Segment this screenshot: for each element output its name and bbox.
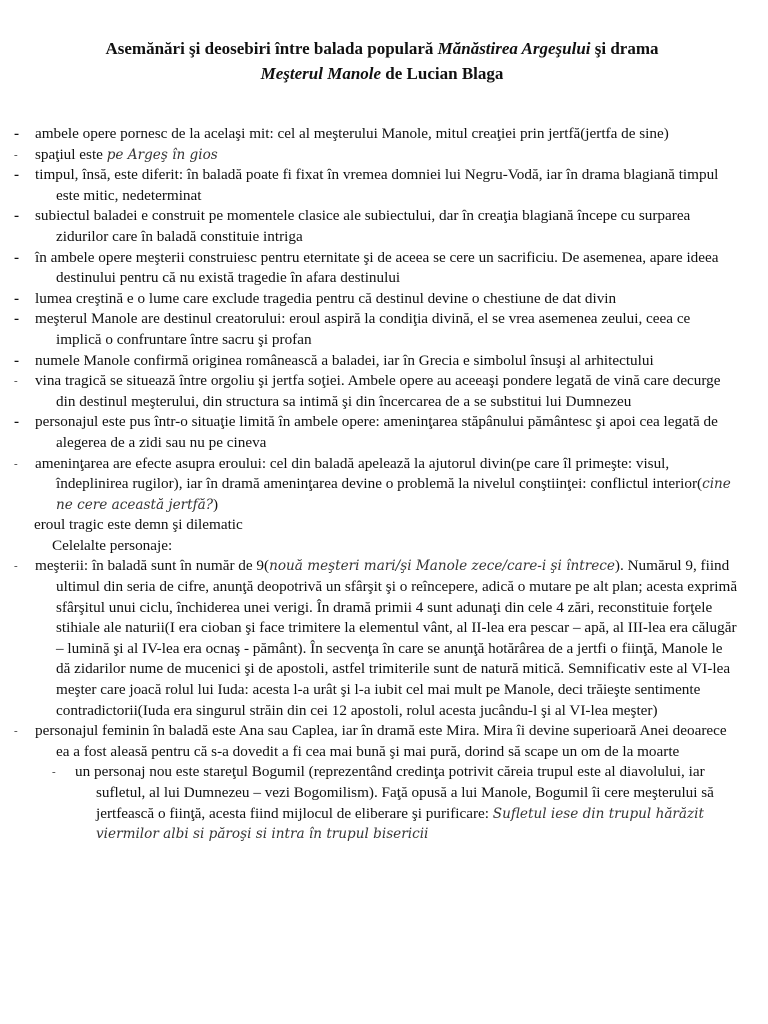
bullet-dash: -: [14, 289, 20, 307]
list-item-quote: nouă meşteri mari/şi Manole zece/care-i şi întrece: [269, 558, 615, 575]
bullet-dash: -: [14, 375, 18, 388]
list-item: [14, 248, 738, 289]
characters-list: [14, 556, 738, 844]
tragic-hero-line: eroul tragic este demn şi dilematic: [34, 516, 243, 534]
list-item-quote: Sufletul iese din trupul hărăzit viermilor albi si păroşi si intra în trupul bisericii: [96, 805, 704, 843]
list-item-text: personajul feminin în baladă este Ana sau Caplea, iar în dramă este Mira. Mira îi devine superioară Anei deoarece ea a fost aleasă pentru că s-a dovedit a fi cea mai bună şi mai pură, dorind să scape un om de la moarte: [35, 722, 727, 760]
list-item-text: subiectul baladei e construit pe momentele clasice ale subiectului, dar în creaţia blagiană începe cu surparea zidurilor care în baladă constituie intriga: [35, 207, 691, 245]
bullet-dash: -: [14, 725, 18, 738]
bullet-dash: -: [14, 310, 20, 328]
bullet-dash: -: [14, 413, 20, 431]
title-ballad-name: Mănăstirea Argeşului: [437, 39, 591, 58]
bullet-dash: -: [14, 457, 18, 470]
list-item-text: un personaj nou este stareţul Bogumil (reprezentând credinţa potrivit căreia trupul este al diavolului, iar sufletul, al lui Dumnezeu – vezi Bogomilism). Faţă opusă a lui Manole, Bogumil îi cere meşterului să jertfească o fiinţă, acesta fiind mijlocul de eliberare şi purificare:: [75, 763, 714, 822]
list-item-text: timpul, însă, este diferit: în baladă poate fi fixat în vremea domniei lui Negru-Vodă, iar în drama blagiană timpul este mitic, nedeterminat: [35, 166, 719, 204]
list-item-text: numele Manole confirmă originea românească a baladei, iar în Grecia e simbolul însuşi al arhitectului: [35, 351, 654, 369]
sub-list-item: [14, 762, 738, 844]
list-item: [14, 206, 738, 247]
list-item-text: spaţiul este: [35, 145, 107, 163]
list-item-text: ambele opere pornesc de la acelaşi mit: cel al meşterului Manole, mitul creaţiei prin jertfă(jertfa de sine): [35, 125, 669, 142]
title-text-1: Asemănări şi deosebiri între balada populară: [105, 39, 438, 58]
bullet-dash: -: [14, 148, 18, 161]
list-item-text-end: ): [213, 495, 219, 513]
other-characters-heading: Celelalte personaje:: [52, 536, 173, 554]
list-item: [14, 556, 738, 721]
title-text-3: de Lucian Blaga: [381, 64, 504, 83]
list-item: [14, 412, 738, 453]
document-title: [14, 36, 738, 86]
list-item-text: ameninţarea are efecte asupra eroului: cel din baladă apelează la ajutorul divin(pe care îl primeşte: visul, îndeplinirea rugilor), iar în dramă ameninţarea devine o problemă la nivelul conştiinţei: conflictul interior(: [35, 454, 703, 493]
title-drama-name: Meşterul Manole: [260, 64, 382, 83]
list-item-text-end: ). Numărul 9, fiind ultimul din seria de cifre, anunţă deopotrivă un sfârşit şi o reîncepere, adică o mutare pe alt plan; acesta exprimă sfârşitul unui ciclu, închiderea unei verigi. În dramă primii 4 sunt adunaţi din cele 4 zări, reconstituie forţele stihiale ale naturii(I era cioban şi face trimitere la elementul vânt, al II-lea era pescar – apă, al III-lea era călugăr – lumină şi al IV-lea era ocnaş - pământ). În secvenţa în care se anunţă hotărârea de a jertfi o fiinţă, Manole le dă zidarilor nume de mucenici şi de apostoli, astfel trimiterile sunt de natură mitică. Semnificativ este al VI-lea meşter care joacă rolul lui Iuda: acesta l-a urât şi l-a iubit cel mai mult pe Manole, deci trăieşte sentimente contradictorii(Iuda era singurul străin din cei 12 apostoli, rolul acesta jucându-l şi al VI-lea meşter): [56, 557, 738, 719]
list-item: [14, 145, 738, 166]
list-item: [14, 454, 738, 516]
list-item-text: personajul este pus într-o situaţie limită în ambele opere: ameninţarea stăpânului pământesc şi apoi cea legată de alegerea de a zidi sau nu pe cineva: [35, 413, 718, 451]
list-item: [14, 289, 738, 310]
bullet-dash: -: [14, 248, 20, 266]
list-item: [14, 721, 738, 762]
bullet-dash: -: [14, 351, 20, 369]
list-item: [14, 309, 738, 350]
list-item-quote: cine ne cere această jertfă?: [56, 476, 731, 513]
bullet-dash: -: [14, 560, 18, 573]
list-item-text: în ambele opere meşterii construiesc pentru eternitate şi de aceea se cere un sacrificiu. De asemenea, apare ideea destinului pentru că nu există tragedie în afara destinului: [35, 248, 719, 287]
list-item-text: vina tragică se situează între orgoliu şi jertfa soţiei. Ambele opere au aceeaşi pondere legată de vină care decurge din destinul meşterului, din structura sa intimă şi din încercarea de a se substitui lui Dumnezeu: [35, 372, 721, 410]
list-item-quote: pe Argeş în gios: [106, 146, 218, 163]
list-item: [14, 124, 738, 145]
list-item-text: meşterii: în baladă sunt în număr de 9(: [35, 557, 270, 575]
list-item: [14, 371, 738, 412]
comparison-list: [14, 124, 738, 515]
list-item-text: lumea creştină e o lume care exclude tragedia pentru că destinul devine o chestiune de dat divin: [35, 289, 617, 307]
bullet-dash: -: [14, 125, 20, 142]
bullet-dash: -: [52, 766, 56, 779]
title-text-2: şi drama: [590, 39, 659, 58]
list-item: [14, 351, 738, 372]
list-item-text: meşterul Manole are destinul creatorului: eroul aspiră la condiţia divină, el se vrea asemenea zeului, ceea ce implică o confruntare între sacru şi profan: [35, 310, 691, 348]
list-item: [14, 165, 738, 206]
bullet-dash: -: [14, 207, 20, 225]
bullet-dash: -: [14, 166, 20, 184]
